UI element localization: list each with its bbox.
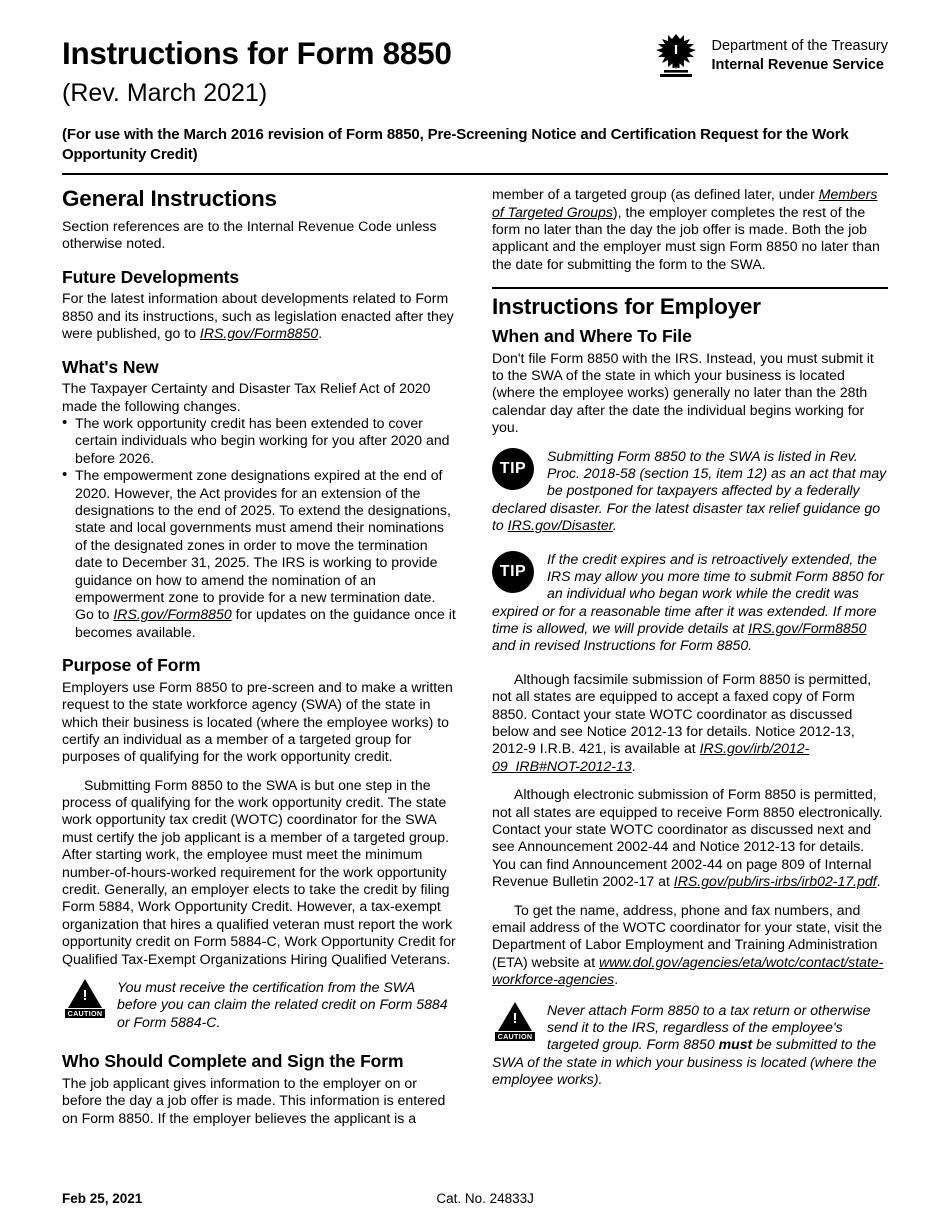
page-title: Instructions for Form 8850: [62, 35, 452, 71]
exclamation-glyph: !: [82, 987, 88, 1004]
future-developments-heading: Future Developments: [62, 266, 240, 287]
footer-date: Feb 25, 2021: [62, 1191, 143, 1206]
continuation-paragraph: [492, 186, 888, 273]
facsimile-paragraph: [492, 671, 888, 775]
instructions-for-employer-heading: Instructions for Employer: [492, 294, 761, 320]
tip-text-2-part-2: and in revised Instructions for Form 8850.: [492, 637, 753, 654]
tip-callout-2: [492, 551, 888, 655]
future-developments-paragraph: [62, 290, 458, 342]
who-should-complete-paragraph: The job applicant gives information to the employer on or before the day a job offer is made. This information is entered on Form 8850. If the employer believes the applicant is a: [62, 1074, 446, 1126]
coordinator-paragraph: [492, 902, 888, 989]
future-developments-text-2: .: [318, 325, 323, 342]
whats-new-bullet-1: • The work opportunity credit has been extended to cover certain individuals who begin working for you after 2020 and before 2026.: [62, 415, 458, 467]
whats-new-intro: The Taxpayer Certainty and Disaster Tax Relief Act of 2020 made the following changes.: [62, 380, 431, 414]
who-should-complete-heading: Who Should Complete and Sign the Form: [62, 1051, 404, 1072]
tip-circle-icon: [492, 448, 534, 490]
facsimile-text-1: Although facsimile submission of Form 8850 is permitted, not all states are equipped to accept a faxed copy of Form 8850. Contact your state WOTC coordinator as discussed below and see Notice 2012-13 for details. Notice 2012-13, 2012-9 I.R.B. 421, is available at: [492, 670, 872, 757]
irs-label: Internal Revenue Service: [711, 57, 884, 74]
caution-badge-1: [62, 979, 117, 1023]
document-header: [62, 28, 888, 175]
footer-cat-no: Cat. No. 24833J: [436, 1191, 534, 1206]
two-column-body: [62, 186, 888, 1127]
coordinator-link[interactable]: www.dol.gov/agencies/eta/wotc/contact/state-workforce-agencies: [492, 953, 884, 988]
employer-section-divider: [492, 287, 888, 289]
revision-label: (Rev. March 2021): [62, 78, 268, 107]
tip-label-2: TIP: [499, 562, 527, 580]
tip-2-link[interactable]: IRS.gov/Form8850: [748, 620, 867, 637]
general-instructions-heading: General Instructions: [62, 186, 277, 212]
caution-triangle-icon: [62, 979, 108, 1023]
whats-new-bullet-2-text-2: for updates on the guidance once it becomes available.: [75, 606, 456, 640]
coordinator-text-1: To get the name, address, phone and fax numbers, and email address of the WOTC coordinator for your state, visit the Department of Labor Employment and Training Administration (ETA) website at: [492, 901, 883, 970]
right-column: [492, 186, 888, 1127]
tip-text-1: [492, 448, 888, 535]
tip-badge-2: [492, 551, 547, 595]
tip-text-1-part-2: .: [612, 517, 617, 534]
header-divider: [62, 173, 888, 175]
purpose-paragraph-2: Submitting Form 8850 to the SWA is but one step in the process of qualifying for the work opportunity credit. The state work opportunity tax credit (WOTC) coordinator for the SWA must certify the job applicant is a member of a targeted group. After starting work, the employee must meet the minimum number-of-hours-worked requirement for the work opportunity credit. Generally, an employer elects to take the credit by filing Form 5884, Work Opportunity Credit. However, a tax-exempt organization that hires a qualified veteran must report the work opportunity credit on Form 5884-C, Work Opportunity Credit for Qualified Tax-Exempt Organizations Hiring Qualified Veterans.: [62, 776, 456, 967]
irs-eagle-seal-icon: [650, 32, 702, 78]
whats-new-bullet-2-link[interactable]: IRS.gov/Form8850: [113, 606, 232, 623]
tip-1-link[interactable]: IRS.gov/Disaster: [507, 517, 613, 534]
tip-circle-icon: [492, 551, 534, 593]
document-subtitle: (For use with the March 2016 revision of Form 8850, Pre-Screening Notice and Certification Request for the Work Opportunity Credit): [62, 126, 849, 163]
facsimile-link[interactable]: IRS.gov/irb/2012-09_IRB#NOT-2012-13: [492, 740, 810, 774]
caution-text-2-bold: must: [718, 1036, 753, 1053]
left-column: [62, 186, 458, 1127]
tip-text-2: [492, 551, 888, 655]
caution-label-1: CAUTION: [65, 1009, 106, 1018]
caution-badge-2: [492, 1002, 547, 1046]
when-and-where-paragraph: Don't file Form 8850 with the IRS. Instead, you must submit it to the SWA of the state in which your business is located (where the employee works) generally no later than the 28th calendar day after the date the individual begins working for you.: [492, 349, 874, 436]
continuation-text-2: ), the employer completes the rest of the form no later than the day the job offer is made. Both the job applicant and the employer must sign Form 8850 no later than the date for submitting the form to the SWA.: [492, 203, 880, 272]
section-references-text: Section references are to the Internal Revenue Code unless otherwise noted.: [62, 218, 437, 252]
caution-callout-1: [62, 979, 458, 1031]
continuation-text-1: member of a targeted group (as defined later, under: [492, 186, 819, 203]
caution-text-2-part-1: Never attach Form 8850 to a tax return or otherwise send it to the IRS, regardless of the employee's targeted group. Form 8850: [547, 1001, 871, 1053]
future-developments-link[interactable]: IRS.gov/Form8850: [199, 325, 319, 342]
whats-new-bullet-2-text-1: The empowerment zone designations expired at the end of 2020. However, the Act provides for an extension of the designations to the end of 2025. To extend the designations, state and local governments must amend their nominations of the designated zones in order to move the termination date to December 31, 2025. The IRS is working to provide guidance on how to amend the nomination of an empowerment zone to provide for a new termination date. Go to: [75, 467, 451, 623]
exclamation-glyph: !: [512, 1009, 518, 1027]
facsimile-text-2: .: [631, 757, 636, 774]
coordinator-text-2: .: [614, 971, 619, 988]
tip-text-2-part-1: If the credit expires and is retroactively extended, the IRS may allow you more time to submit Form 8850 for an individual who began work while the credit was expired or for a reasonable time after it was extended. If more time is allowed, we will provide details at: [492, 550, 884, 637]
electronic-link[interactable]: IRS.gov/pub/irs-irbs/irb02-17.pdf: [673, 873, 877, 890]
caution-callout-2: [492, 1002, 888, 1089]
page-footer: [62, 1191, 888, 1206]
electronic-paragraph: [492, 786, 888, 890]
agency-text: [712, 32, 889, 75]
electronic-text-1: Although electronic submission of Form 8850 is permitted, not all states are equipped to receive Form 8850 electronically. Contact your state WOTC coordinator as discussed next and see Announcement 2002-44 and Notice 2012-13 for details. You can find Announcement 2002-44 on page 809 of Internal Revenue Bulletin 2002-17 at: [492, 786, 883, 890]
purpose-of-form-heading: Purpose of Form: [62, 655, 201, 676]
whats-new-heading: What's New: [62, 356, 159, 377]
tip-callout-1: [492, 448, 888, 535]
caution-text-2-part-2: be submitted to the SWA of the state in which your business is located (where the employee works).: [492, 1036, 877, 1088]
caution-label-2: CAUTION: [495, 1032, 536, 1041]
caution-text-2: [492, 1002, 888, 1089]
electronic-text-2: .: [876, 873, 881, 890]
department-label: Department of the Treasury: [711, 38, 888, 54]
whats-new-bullet-2: [62, 467, 458, 641]
caution-text-1: You must receive the certification from the SWA before you can claim the related credit on Form 5884 or Form 5884-C.: [117, 979, 448, 1030]
tip-badge-1: [492, 448, 547, 492]
members-of-targeted-groups-link[interactable]: Members of Targeted Groups: [492, 186, 878, 220]
agency-block: [650, 32, 889, 78]
page-content: [62, 28, 888, 1127]
caution-triangle-icon: [492, 1002, 538, 1046]
purpose-paragraph-1: Employers use Form 8850 to pre-screen and to make a written request to the state workforce agency (SWA) of the state in which their business is located (where the employee works) to certify an individual as a member of a targeted group for purposes of qualifying for the work opportunity credit.: [62, 678, 453, 765]
tip-text-1-part-1: Submitting Form 8850 to the SWA is listed in Rev. Proc. 2018-58 (section 15, item 12) as an act that may be postponed for taxpayers affected by a federally declared disaster. For the latest disaster tax relief guidance go to: [492, 447, 887, 534]
when-and-where-to-file-heading: When and Where To File: [492, 325, 692, 346]
future-developments-text-1: For the latest information about developments related to Form 8850 and its instructions, such as legislation enacted after they were published, go to: [62, 290, 454, 342]
tip-label-1: TIP: [499, 459, 527, 477]
